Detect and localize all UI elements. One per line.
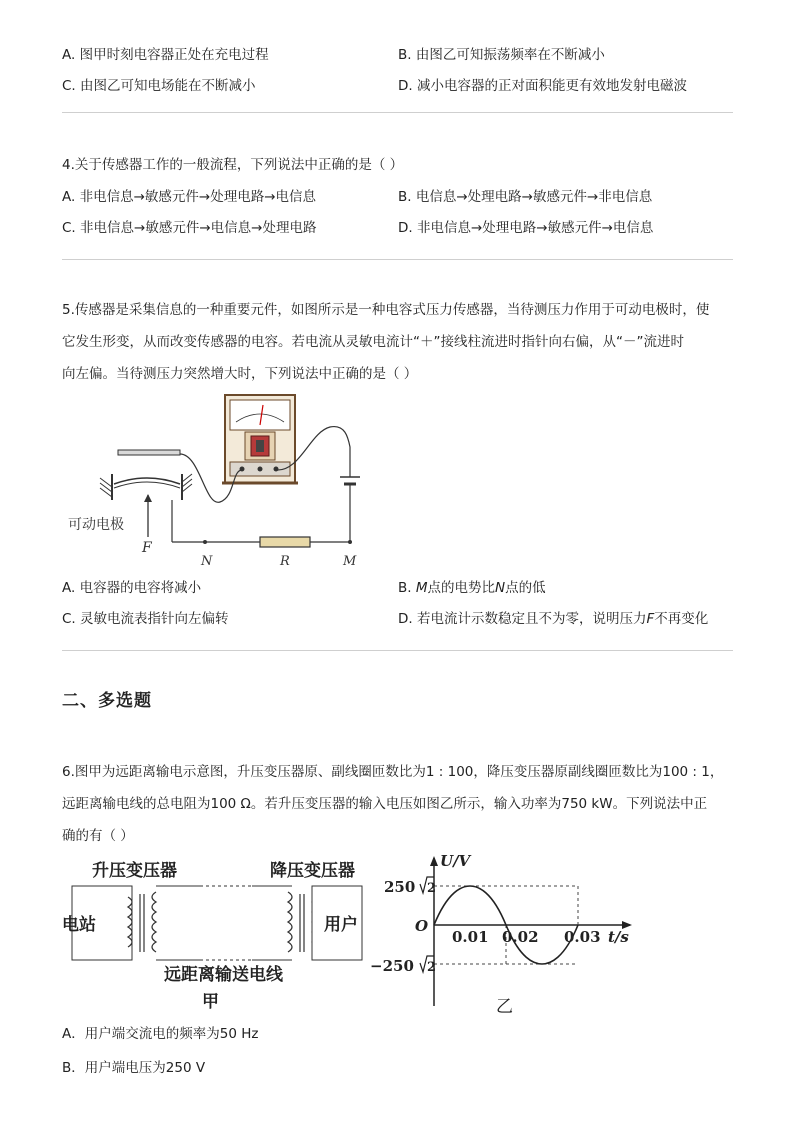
figure-yi-caption: 乙 xyxy=(496,997,513,1017)
q5-stem-line1: 5.传感器是采集信息的一种重要元件，如图所示是一种电容式压力传感器，当待测压力作用于可动电极时，使 xyxy=(62,302,710,318)
svg-text:2: 2 xyxy=(427,960,437,975)
step-up-transformer-icon xyxy=(128,892,156,952)
q6-stem-line1: 6.图甲为远距离输电示意图，升压变压器原、副线圈匝数比为1 : 100，降压变压器原副线圈匝数比为100 : 1， xyxy=(62,764,724,780)
q5-stem-line2: 它发生形变，从而改变传感器的电容。若电流从灵敏电流计“＋”接线柱流进时指针向右偏，从“－”流进时 xyxy=(62,334,684,350)
voltage-sine-graph xyxy=(368,846,640,1022)
q6-stem-line3: 确的有（ ） xyxy=(62,828,134,844)
q5-option-d: D. 若电流计示数稳定且不为零，说明压力F不再变化 xyxy=(398,611,709,627)
q5-option-c: C. 灵敏电流表指针向左偏转 xyxy=(62,611,229,627)
q4-option-b: B. 电信息→处理电路→敏感元件→非电信息 xyxy=(398,189,653,205)
y-min-label: −250 xyxy=(370,957,414,975)
user-label: 用户 xyxy=(324,915,358,935)
capacitive-pressure-sensor-figure xyxy=(60,392,380,572)
q5-option-b: B. M点的电势比N点的低 xyxy=(398,580,546,596)
movable-electrode-label: 可动电极 xyxy=(68,517,124,533)
q3-option-b: B. 由图乙可知振荡频率在不断减小 xyxy=(398,47,605,63)
galvanometer-icon xyxy=(222,395,298,483)
q5-stem-line3: 向左偏。当待测压力突然增大时，下列说法中正确的是（ ） xyxy=(62,366,418,382)
svg-text:2: 2 xyxy=(427,881,437,896)
force-arrow-icon xyxy=(144,494,152,537)
divider xyxy=(62,112,733,113)
q3-option-d: D. 减小电容器的正对面积能更有效地发射电磁波 xyxy=(398,78,687,94)
section-title: 二、多选题 xyxy=(62,691,152,711)
origin-label: O xyxy=(415,917,429,935)
x-tick-label: 0.01 xyxy=(452,928,489,946)
q6-option-a: A．用户端交流电的频率为50 Hz xyxy=(62,1026,259,1042)
q3-option-c: C. 由图乙可知电场能在不断减小 xyxy=(62,78,256,94)
y-max-label: 250 xyxy=(384,878,416,896)
divider xyxy=(62,650,733,651)
q6-option-b: B．用户端电压为250 V xyxy=(62,1060,206,1076)
transmission-line-label: 远距离输送电线 xyxy=(164,965,283,985)
x-tick-label: 0.03 xyxy=(564,928,601,946)
resistor-label: R xyxy=(280,554,290,569)
q5-option-a: A. 电容器的电容将减小 xyxy=(62,580,202,596)
q4-stem: 4.关于传感器工作的一般流程，下列说法中正确的是（ ） xyxy=(62,157,404,173)
q4-option-d: D. 非电信息→处理电路→敏感元件→电信息 xyxy=(398,220,654,236)
q4-option-a: A. 非电信息→敏感元件→处理电路→电信息 xyxy=(62,189,317,205)
transmission-diagram-figure xyxy=(62,852,372,1012)
point-m-label: M xyxy=(343,554,357,569)
divider xyxy=(62,259,733,260)
power-station-label: 电站 xyxy=(62,915,96,935)
q6-stem-line2: 远距离输电线的总电阻为100 Ω。若升压变压器的输入电压如图乙所示，输入功率为750 kW。下列说法中正 xyxy=(62,796,708,812)
step-down-transformer-label: 降压变压器 xyxy=(270,861,355,881)
x-tick-label: 0.02 xyxy=(502,928,539,946)
y-axis-label: U/V xyxy=(440,852,471,870)
q3-option-a: A. 图甲时刻电容器正处在充电过程 xyxy=(62,47,269,63)
figure-jia-caption: 甲 xyxy=(202,992,219,1012)
x-axis-label: t/s xyxy=(608,928,629,946)
force-label: F xyxy=(142,540,152,556)
step-up-transformer-label: 升压变压器 xyxy=(92,861,177,881)
point-n-label: N xyxy=(201,554,213,569)
q4-option-c: C. 非电信息→敏感元件→电信息→处理电路 xyxy=(62,220,317,236)
movable-electrode xyxy=(100,474,192,500)
